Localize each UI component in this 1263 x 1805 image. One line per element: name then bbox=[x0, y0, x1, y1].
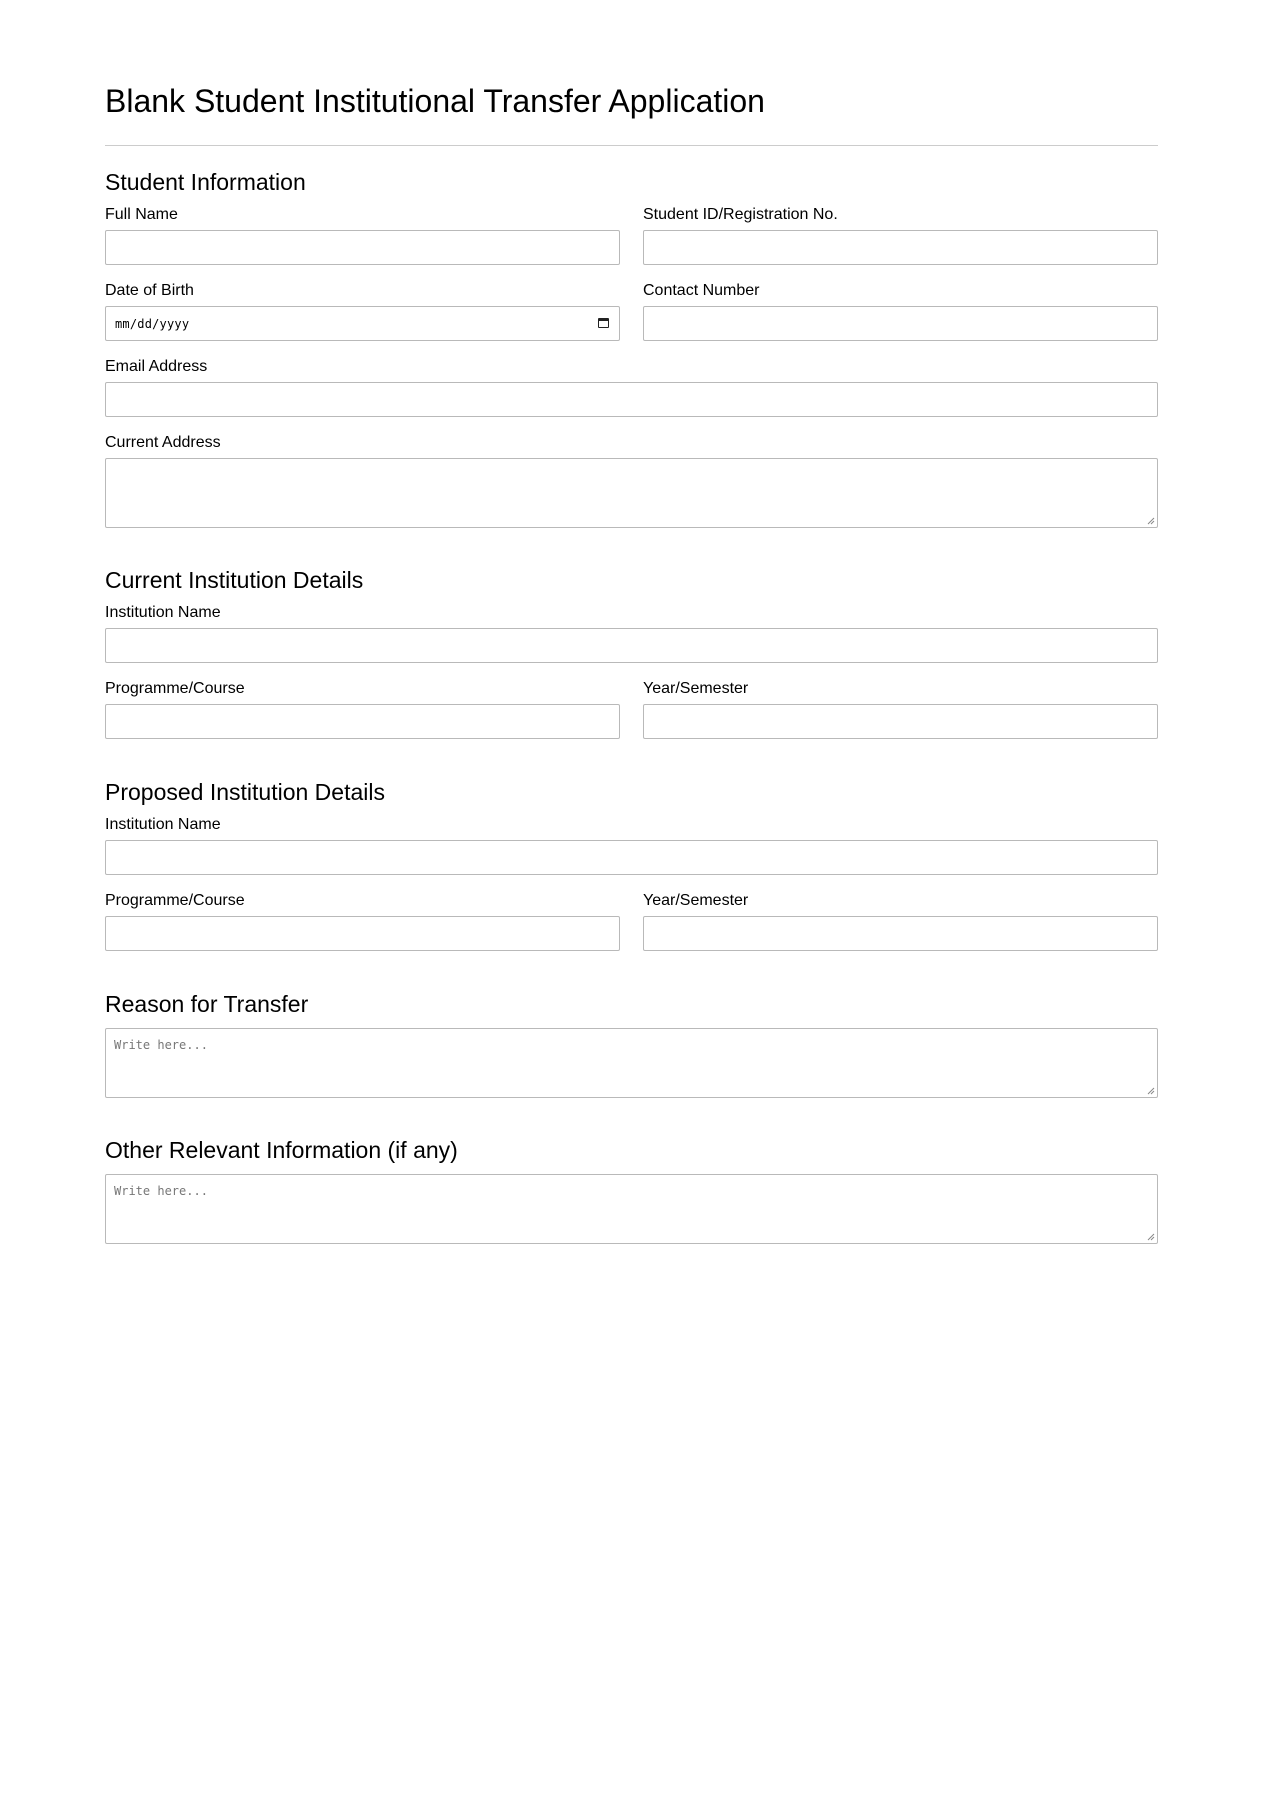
proposed-programme-label: Programme/Course bbox=[105, 892, 245, 909]
contact-number-field bbox=[643, 282, 1158, 341]
proposed-programme-field bbox=[105, 892, 620, 951]
other-information-placeholder: Write here... bbox=[114, 1184, 208, 1198]
proposed-institution-name-input[interactable] bbox=[105, 840, 1158, 875]
section-heading-proposed-institution: Proposed Institution Details bbox=[105, 779, 385, 805]
current-institution-name-input[interactable] bbox=[105, 628, 1158, 663]
other-information-field bbox=[105, 1174, 1158, 1244]
current-year-input[interactable] bbox=[643, 704, 1158, 739]
email-input[interactable] bbox=[105, 382, 1158, 417]
resize-grip-icon[interactable] bbox=[1147, 1087, 1155, 1095]
proposed-institution-name-field bbox=[105, 816, 1158, 875]
current-address-label: Current Address bbox=[105, 434, 221, 451]
student-id-label: Student ID/Registration No. bbox=[643, 206, 838, 223]
proposed-institution-name-label: Institution Name bbox=[105, 816, 221, 833]
date-placeholder: mm/dd/yyyy bbox=[115, 317, 190, 331]
resize-grip-icon[interactable] bbox=[1147, 1233, 1155, 1241]
section-heading-student-information: Student Information bbox=[105, 169, 306, 195]
reason-placeholder: Write here... bbox=[114, 1038, 208, 1052]
current-year-field bbox=[643, 680, 1158, 739]
student-id-input[interactable] bbox=[643, 230, 1158, 265]
section-heading-reason-for-transfer: Reason for Transfer bbox=[105, 991, 309, 1017]
page-title: Blank Student Institutional Transfer Application bbox=[105, 83, 765, 119]
full-name-input[interactable] bbox=[105, 230, 620, 265]
current-programme-field bbox=[105, 680, 620, 739]
reason-textarea[interactable] bbox=[105, 1028, 1158, 1098]
email-label: Email Address bbox=[105, 358, 208, 375]
contact-number-label: Contact Number bbox=[643, 282, 760, 299]
section-heading-current-institution: Current Institution Details bbox=[105, 567, 364, 593]
resize-grip-icon[interactable] bbox=[1147, 517, 1155, 525]
contact-number-input[interactable] bbox=[643, 306, 1158, 341]
other-information-textarea[interactable] bbox=[105, 1174, 1158, 1244]
current-institution-name-label: Institution Name bbox=[105, 604, 221, 621]
full-name-label: Full Name bbox=[105, 206, 178, 223]
date-of-birth-input[interactable] bbox=[105, 306, 620, 341]
date-of-birth-field bbox=[105, 282, 620, 341]
proposed-year-input[interactable] bbox=[643, 916, 1158, 951]
proposed-year-field bbox=[643, 892, 1158, 951]
reason-field bbox=[105, 1028, 1158, 1098]
full-name-field bbox=[105, 206, 620, 265]
current-address-textarea[interactable] bbox=[105, 458, 1158, 528]
proposed-year-label: Year/Semester bbox=[643, 892, 749, 909]
current-programme-label: Programme/Course bbox=[105, 680, 245, 697]
current-programme-input[interactable] bbox=[105, 704, 620, 739]
current-year-label: Year/Semester bbox=[643, 680, 749, 697]
email-field bbox=[105, 358, 1158, 417]
title-divider bbox=[105, 145, 1158, 146]
date-of-birth-label: Date of Birth bbox=[105, 282, 194, 299]
calendar-icon[interactable] bbox=[598, 318, 609, 328]
current-institution-name-field bbox=[105, 604, 1158, 663]
proposed-programme-input[interactable] bbox=[105, 916, 620, 951]
current-address-field bbox=[105, 434, 1158, 528]
student-id-field bbox=[643, 206, 1158, 265]
section-heading-other-information: Other Relevant Information (if any) bbox=[105, 1137, 458, 1163]
